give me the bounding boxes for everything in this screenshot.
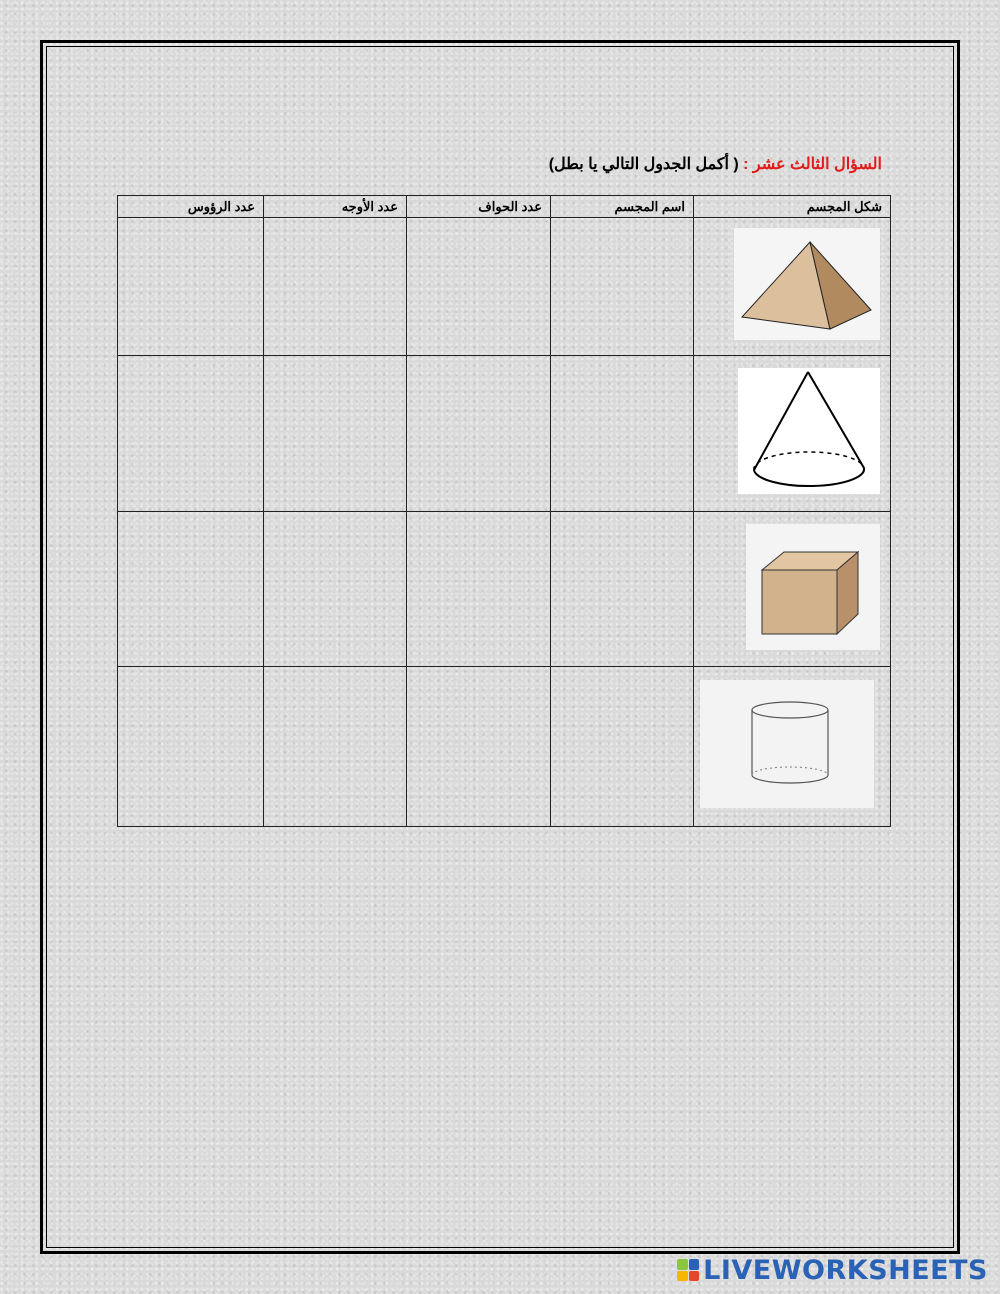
cube-icon [746,524,880,650]
question-label: السؤال الثالث عشر : [743,156,882,173]
pyramid-icon [734,228,880,340]
answer-name-cell[interactable] [551,356,694,512]
answer-edges-cell[interactable] [407,512,551,667]
liveworksheets-mark-icon [677,1259,699,1281]
liveworksheets-logo [677,1254,988,1286]
answer-faces-cell[interactable] [264,512,407,667]
answer-vertices-cell[interactable] [118,218,264,356]
shape-cell [694,356,891,512]
shape-cell [694,512,891,667]
table-row [118,356,891,512]
header-faces: عدد الأوجه [264,196,407,218]
header-vertices: عدد الرؤوس [118,196,264,218]
answer-edges-cell[interactable] [407,667,551,827]
shape-cell [694,667,891,827]
question-instruction: ( أكمل الجدول التالي يا بطل) [548,156,739,173]
answer-faces-cell[interactable] [264,218,407,356]
logo-square [677,1259,688,1270]
table-row [118,218,891,356]
answer-edges-cell[interactable] [407,356,551,512]
header-edges: عدد الحواف [407,196,551,218]
logo-square [689,1259,700,1270]
header-name: اسم المجسم [551,196,694,218]
table-row [118,512,891,667]
cone-icon [738,368,880,494]
answer-vertices-cell[interactable] [118,356,264,512]
answer-faces-cell[interactable] [264,667,407,827]
table-row [118,667,891,827]
cylinder-icon [700,680,874,808]
answer-name-cell[interactable] [551,218,694,356]
answer-name-cell[interactable] [551,667,694,827]
solids-table [117,195,891,827]
answer-name-cell[interactable] [551,512,694,667]
answer-faces-cell[interactable] [264,356,407,512]
logo-square [689,1271,700,1282]
answer-vertices-cell[interactable] [118,512,264,667]
header-shape: شكل المجسم [694,196,891,218]
shape-cell [694,218,891,356]
answer-edges-cell[interactable] [407,218,551,356]
brand-name: LIVEWORKSHEETS [703,1254,988,1286]
logo-square [677,1271,688,1282]
table-header-row [118,196,891,218]
question-heading [549,154,882,174]
answer-vertices-cell[interactable] [118,667,264,827]
